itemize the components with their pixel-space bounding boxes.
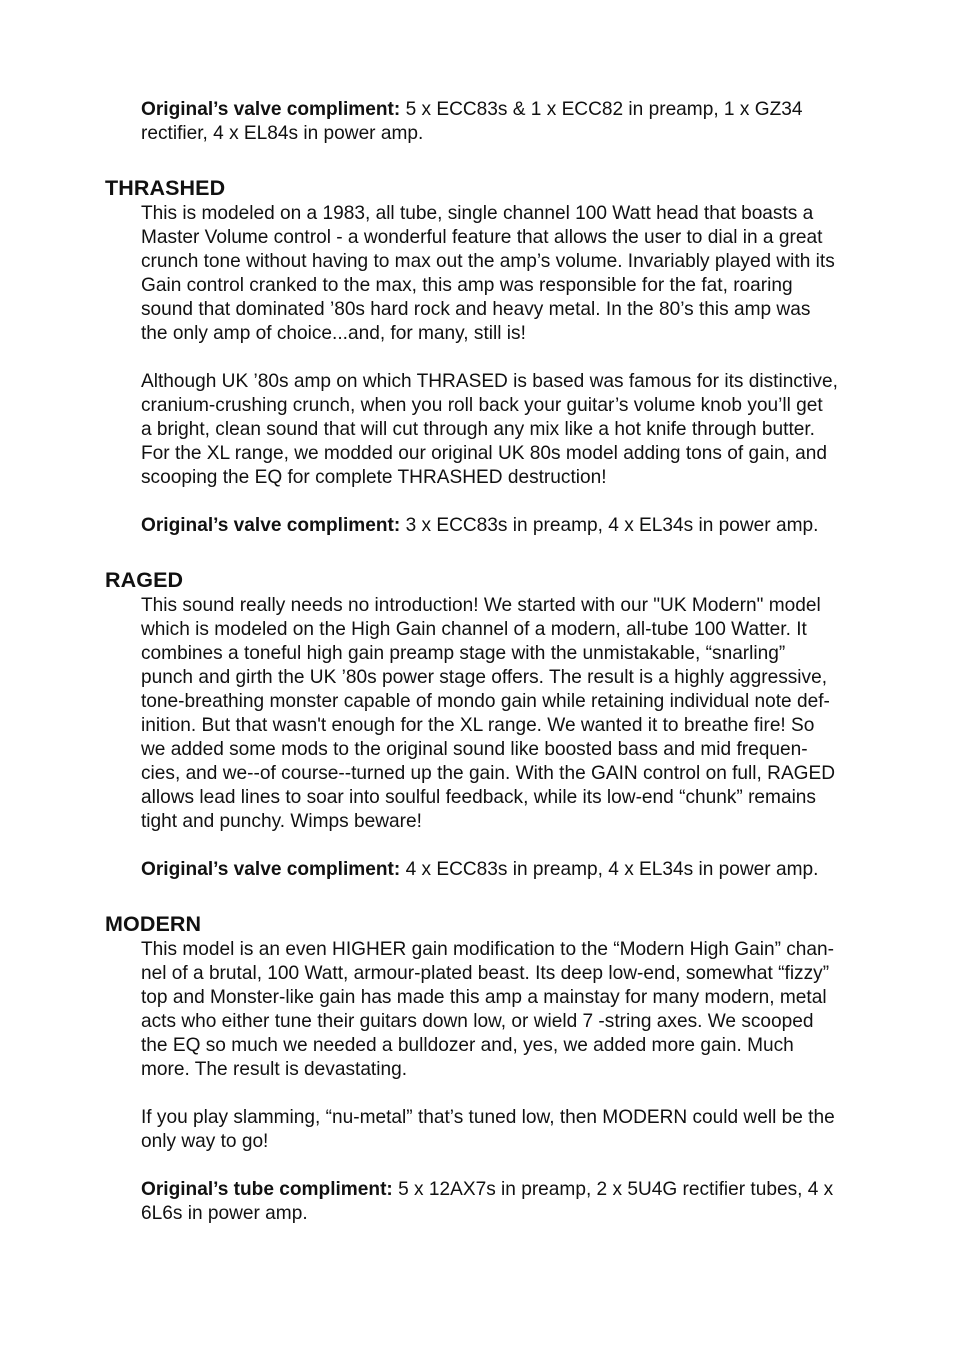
text-line: For the XL range, we modded our original UK 80s model adding tons of gain, and (141, 443, 828, 464)
text-line: cies, and we--of course--turned up the gain. With the GAIN control on full, RAGED (141, 763, 836, 784)
spec-text: 4 x ECC83s in preamp, 4 x EL34s in power amp. (400, 859, 819, 880)
modern-tube-spec (141, 1178, 881, 1226)
text-line: sound that dominated ’80s hard rock and heavy metal. In the 80’s this amp was (141, 299, 811, 320)
text-line: the EQ so much we needed a bulldozer and, yes, we added more gain. Much (141, 1035, 794, 1056)
text-line: punch and girth the UK ’80s power stage offers. The result is a highly aggressive, (141, 667, 827, 688)
text-line: Master Volume control - a wonderful feature that allows the user to dial in a great (141, 227, 823, 248)
spec-label: Original’s valve compliment: (141, 515, 401, 536)
text-line: only way to go! (141, 1131, 269, 1152)
spec-label: Original’s valve compliment: (141, 99, 401, 120)
thrashed-paragraph-1 (141, 202, 881, 346)
text-line: This sound really needs no introduction! We started with our "UK Modern" model (141, 595, 821, 616)
thrashed-valve-spec (141, 514, 881, 538)
text-line: combines a toneful high gain preamp stage with the unmistakable, “snarling” (141, 643, 786, 664)
spec-label: Original’s valve compliment: (141, 859, 401, 880)
text-line: This is modeled on a 1983, all tube, single channel 100 Watt head that boasts a (141, 203, 814, 224)
modern-paragraph-1 (141, 938, 881, 1082)
text-line: top and Monster-like gain has made this amp a mainstay for many modern, metal (141, 987, 827, 1008)
text-line: we added some mods to the original sound like boosted bass and mid frequen- (141, 739, 808, 760)
section-heading-raged: RAGED (105, 568, 184, 592)
text-line: which is modeled on the High Gain channel of a modern, all-tube 100 Watter. It (141, 619, 807, 640)
text-line: allows lead lines to soar into soulful feedback, while its low-end “chunk” remains (141, 787, 816, 808)
spec-text: 5 x ECC83s & 1 x ECC82 in preamp, 1 x GZ34 (400, 99, 803, 120)
text-line: acts who either tune their guitars down low, or wield 7 -string axes. We scooped (141, 1011, 814, 1032)
text-line: tone-breathing monster capable of mondo gain while retaining individual note def- (141, 691, 830, 712)
spec-label: Original’s tube compliment: (141, 1179, 393, 1200)
thrashed-paragraph-2 (141, 370, 881, 490)
spec-text: 3 x ECC83s in preamp, 4 x EL34s in power amp. (400, 515, 819, 536)
text-line: a bright, clean sound that will cut through any mix like a hot knife through butter. (141, 419, 815, 440)
text-line: Gain control cranked to the max, this amp was responsible for the fat, roaring (141, 275, 793, 296)
text-line: nel of a brutal, 100 Watt, armour-plated beast. Its deep low-end, somewhat “fizzy” (141, 963, 830, 984)
text-line: crunch tone without having to max out the amp’s volume. Invariably played with its (141, 251, 835, 272)
text-line: inition. But that wasn't enough for the XL range. We wanted it to breathe fire! So (141, 715, 815, 736)
spec-text: 5 x 12AX7s in preamp, 2 x 5U4G rectifier tubes, 4 x (392, 1179, 834, 1200)
modern-paragraph-2 (141, 1106, 881, 1154)
text-line: scooping the EQ for complete THRASHED destruction! (141, 467, 607, 488)
intro-valve-spec (141, 98, 881, 146)
text-line: This model is an even HIGHER gain modification to the “Modern High Gain” chan- (141, 939, 834, 960)
spec-text: rectifier, 4 x EL84s in power amp. (141, 123, 424, 144)
text-line: Although UK ’80s amp on which THRASED is based was famous for its distinctive, (141, 371, 838, 392)
text-line: the only amp of choice...and, for many, still is! (141, 323, 526, 344)
text-line: If you play slamming, “nu-metal” that’s tuned low, then MODERN could well be the (141, 1107, 835, 1128)
raged-valve-spec (141, 858, 881, 882)
spec-text: 6L6s in power amp. (141, 1203, 308, 1224)
raged-paragraph-1 (141, 594, 881, 834)
text-line: cranium-crushing crunch, when you roll back your guitar’s volume knob you’ll get (141, 395, 823, 416)
section-heading-thrashed: THRASHED (105, 176, 226, 200)
text-line: more. The result is devastating. (141, 1059, 408, 1080)
text-line: tight and punchy. Wimps beware! (141, 811, 422, 832)
section-heading-modern: MODERN (105, 912, 202, 936)
